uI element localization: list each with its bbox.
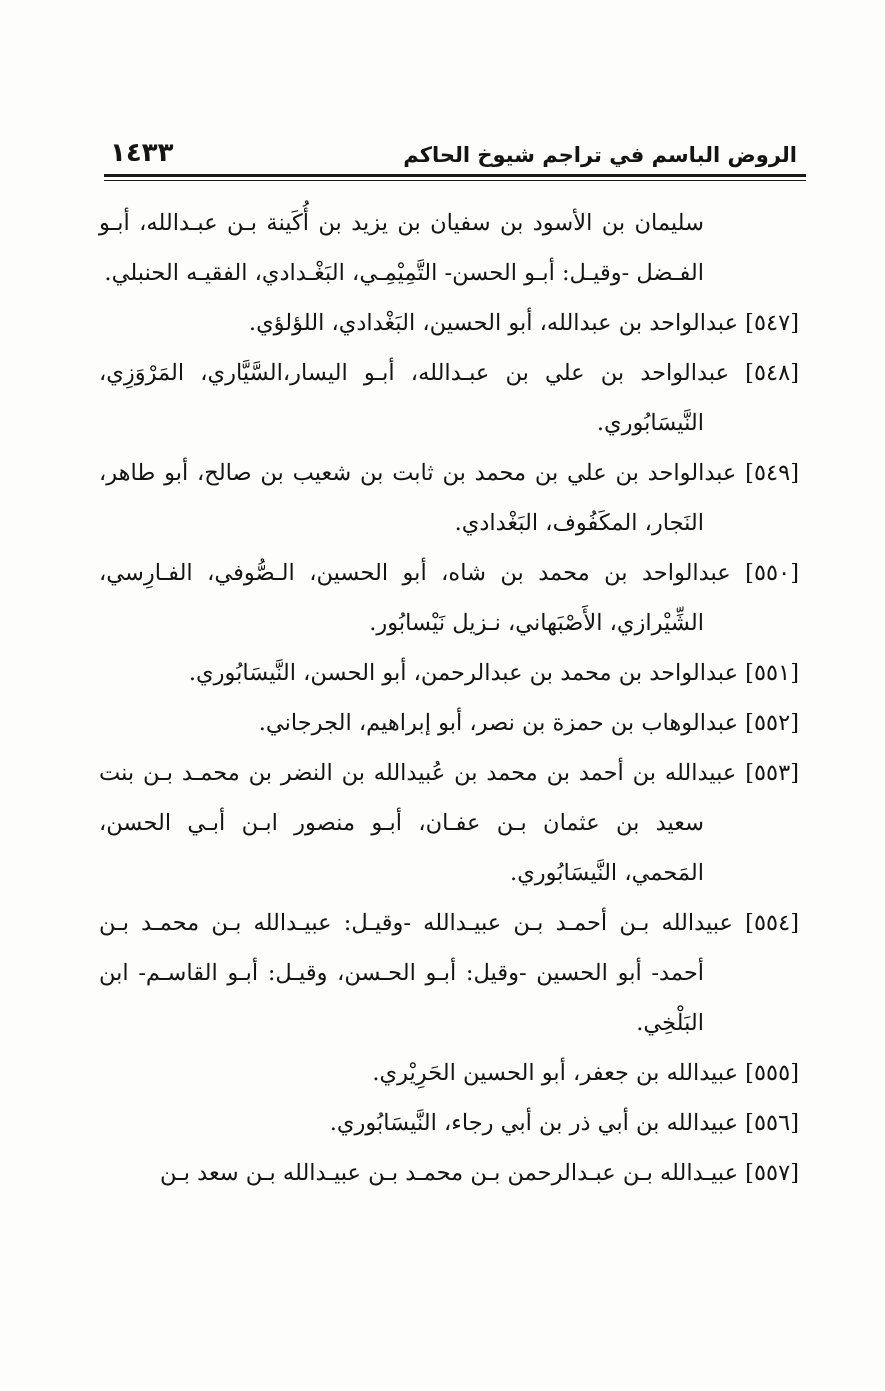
entry-554 <box>99 898 799 1048</box>
entry-number: [٥٥٣] <box>745 760 800 786</box>
entry-text: عبدالواحد بن علي بن عبـدالله، أبـو اليسار،السَّيَّاري، المَرْوَزِي، النَّيسَابُوري. <box>99 360 730 436</box>
entry-text: عبدالواحد بن محمد بن شاه، أبو الحسين، الـصُّوفي، الفـارِسي، الشِّيْرازي، الأَصْبَهاني، نـزيل نَيْسابُور. <box>99 560 731 636</box>
biography-list <box>99 198 799 1198</box>
entry-text: عبيدالله بن أبي ذر بن أبي رجاء، النَّيسَابُوري. <box>329 1110 739 1136</box>
entry-551 <box>99 648 799 698</box>
entry-number: [٥٤٨] <box>745 360 799 386</box>
entry-text: عبدالواحد بن عبدالله، أبو الحسين، البَغْدادي، اللؤلؤي. <box>248 310 739 336</box>
entry-549 <box>99 448 799 548</box>
entry-number: [٥٤٧] <box>745 310 799 336</box>
entry-number: [٥٥١] <box>745 660 799 686</box>
entry-number: [٥٥٢] <box>745 710 799 736</box>
entry-553 <box>99 748 799 898</box>
header-rule-thin <box>104 180 806 181</box>
entry-continuation <box>99 198 799 298</box>
entry-number: [٥٥٦] <box>745 1110 799 1136</box>
entry-number: [٥٥٧] <box>745 1160 799 1186</box>
header-rule-thick <box>104 174 806 177</box>
running-title: الروض الباسم في تراجم شيوخ الحاكم <box>403 143 797 167</box>
entry-text: عبيدالله بن جعفر، أبو الحسين الحَرِيْري. <box>372 1060 739 1086</box>
entry-547 <box>99 298 799 348</box>
entry-number: [٥٥٠] <box>745 560 799 586</box>
entry-text: عبيدالله بـن أحمـد بـن عبيـدالله -وقيـل: عبيـدالله بـن محمـد بـن أحمد- أبو الحسين -وقيل: أبـو الحـسن، وقيـل: أبـو القاسـم- ابن البَلْخِي. <box>99 910 733 1036</box>
entry-555 <box>99 1048 799 1098</box>
page-number: ١٤٣٣ <box>110 138 174 168</box>
entry-number: [٥٤٩] <box>745 460 799 486</box>
entry-548 <box>99 348 799 448</box>
entry-text: عبدالواحد بن علي بن محمد بن ثابت بن شعيب بن صالح، أبو طاهر، النَجار، المكَفُوف، البَغْدادي. <box>99 460 737 536</box>
entry-text: عبيدالله بن أحمد بن محمد بن عُبيدالله بن النضر بن محمـد بـن بنت سعيد بن عثمان بـن عفـان، أبـو منصور ابـن أبـي الحسن، المَحمي، النَّيسَابُوري. <box>99 760 737 886</box>
entry-550 <box>99 548 799 648</box>
entry-557 <box>99 1148 799 1198</box>
entry-556 <box>99 1098 799 1148</box>
entry-552 <box>99 698 799 748</box>
entry-text: عبدالوهاب بن حمزة بن نصر، أبو إبراهيم، الجرجاني. <box>258 710 739 736</box>
entry-text: عبدالواحد بن محمد بن عبدالرحمن، أبو الحسن، النَّيسَابُوري. <box>188 660 739 686</box>
entry-number: [٥٥٤] <box>745 910 799 936</box>
entry-text: سليمان بن الأسود بن سفيان بن يزيد بن أُكَينة بـن عبـدالله، أبـو الفـضل -وقيـل: أبـو الحسن- التَّمِيْمِـي، البَغْـدادي، الفقيـه الحنبلي. <box>99 210 704 286</box>
entry-text: عبيـدالله بـن عبـدالرحمن بـن محمـد بـن عبيـدالله بـن سعد بـن <box>160 1160 739 1186</box>
entry-number: [٥٥٥] <box>745 1060 799 1086</box>
